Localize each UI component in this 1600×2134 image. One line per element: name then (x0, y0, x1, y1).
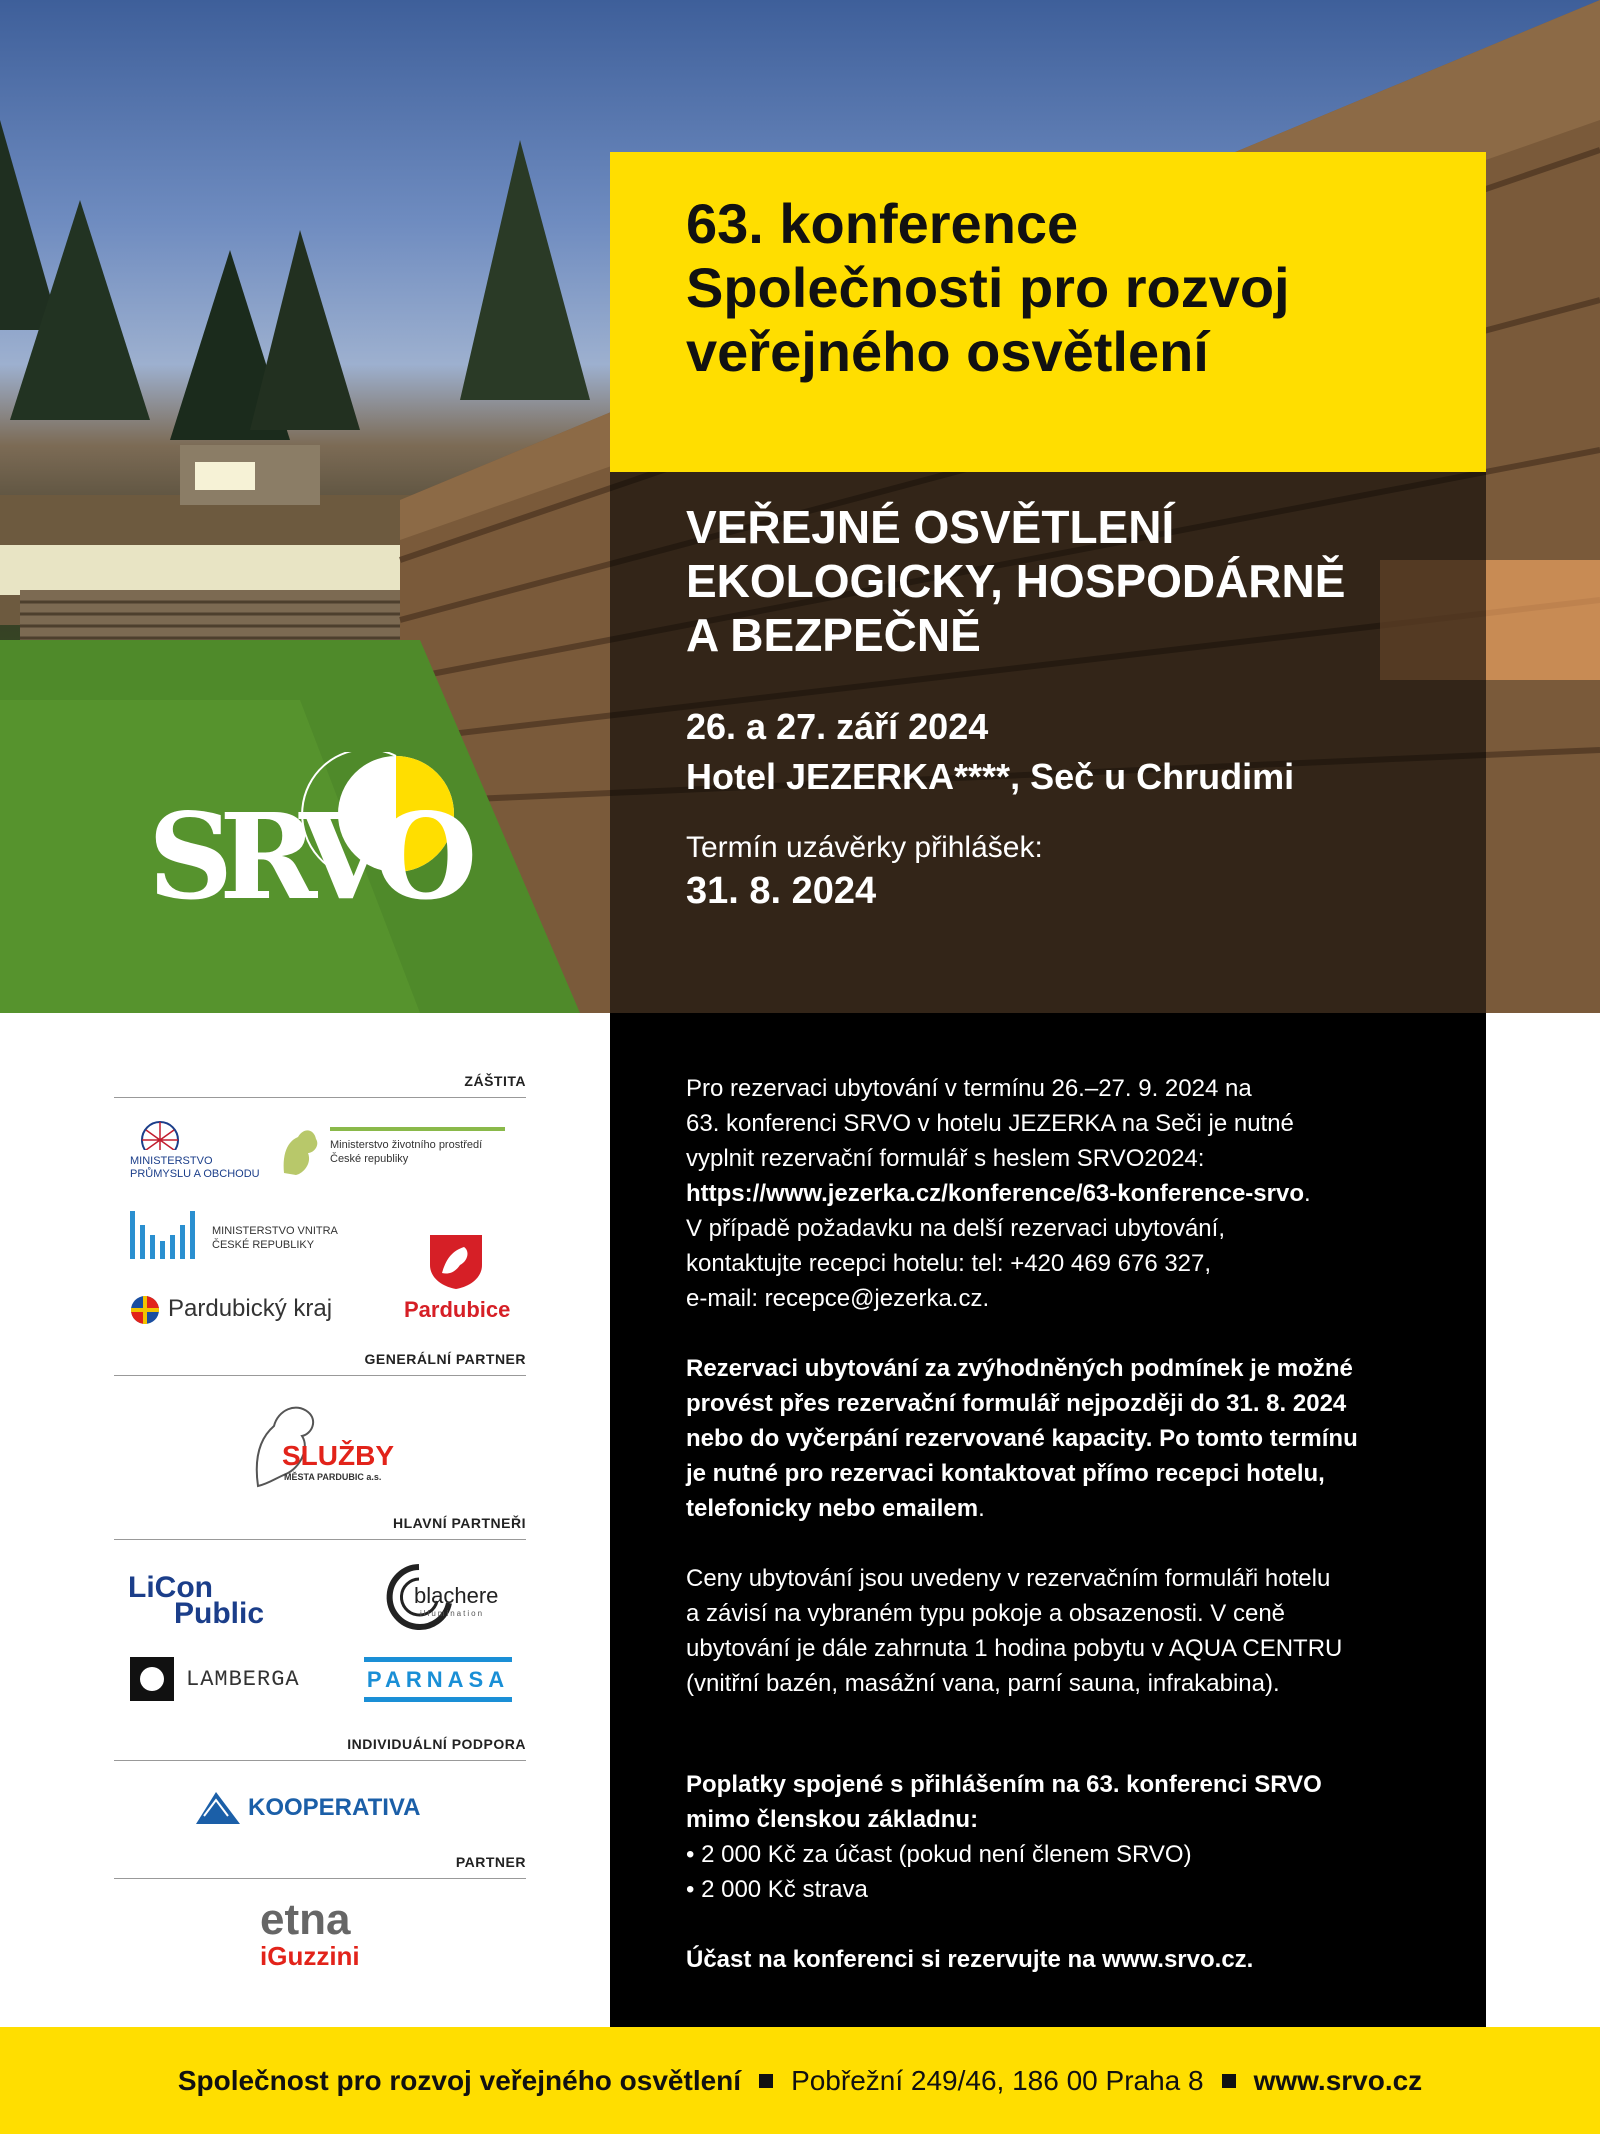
blachere-sub: illumination (420, 1609, 485, 1618)
p4-line-1: Poplatky spojené s přihlášením na 63. konferenci SRVO (686, 1771, 1322, 1798)
public-text: Public (174, 1597, 265, 1630)
event-venue: Hotel JEZERKA****, Seč u Chrudimi (686, 756, 1295, 797)
p1-line-1: Pro rezervaci ubytování v termínu 26.–27. 9. 2024 na (686, 1075, 1252, 1102)
p3-line-2: a závisí na vybraném typu pokoje a obsazenosti. V ceně (686, 1600, 1286, 1627)
blachere-logo (384, 1563, 524, 1633)
p1-line-5: V případě požadavku na delší rezervaci ubytování, (686, 1215, 1225, 1242)
mpo-logo (130, 1118, 280, 1181)
title-box (610, 152, 1486, 472)
hotel-booking-link[interactable]: https://www.jezerka.cz/konference/63-konference-srvo (686, 1180, 1304, 1207)
p2-line-1: Rezervaci ubytování za zvýhodněných podmínek je možné (686, 1355, 1353, 1382)
title-line-2: Společnosti pro rozvoj (686, 256, 1290, 319)
deadline-label: Termín uzávěrky přihlášek: (686, 831, 1043, 864)
p3-line-3: ubytování je dále zahrnuta 1 hodina pobytu v AQUA CENTRU (686, 1635, 1343, 1662)
footer-address: Pobřežní 249/46, 186 00 Praha 8 (791, 2064, 1204, 2096)
subtitle-line-3: A BEZPEČNĚ (686, 609, 981, 661)
subtitle-line-2: EKOLOGICKY, HOSPODÁRNĚ (686, 555, 1346, 607)
mzp-line-2: České republiky (330, 1153, 409, 1165)
footer-web-link[interactable]: www.srvo.cz (1253, 2064, 1423, 2096)
p1-link-period: . (1304, 1180, 1311, 1207)
deadline-date: 31. 8. 2024 (686, 870, 877, 912)
sluzby-text: SLUŽBY (282, 1440, 394, 1471)
pardubice-shield-icon (426, 1231, 486, 1291)
p3-line-1: Ceny ubytování jsou uvedeny v rezervačním formuláři hotelu (686, 1565, 1331, 1592)
mpo-line-2: PRŮMYSLU A OBCHODU (130, 1168, 260, 1180)
p1-line-6: kontaktujte recepci hotelu: tel: +420 469 676 327, (686, 1250, 1212, 1277)
blachere-text: blachere (414, 1583, 499, 1608)
p2-end: . (978, 1495, 985, 1522)
mv-line-2: ČESKÉ REPUBLIKY (212, 1239, 315, 1251)
lion-icon (274, 1123, 322, 1179)
sponsors-column (114, 1013, 526, 2027)
mzp-line-1: Ministerstvo životního prostředí (330, 1139, 483, 1151)
section-individualni: INDIVIDUÁLNÍ PODPORA (114, 1736, 526, 1761)
event-info-box (610, 472, 1486, 1013)
p2-line-2: provést přes rezervační formulář nejpozději do 31. 8. 2024 (686, 1390, 1347, 1417)
mpo-line-1: MINISTERSTVO (130, 1155, 213, 1167)
separator-square-icon (1222, 2074, 1236, 2088)
section-partner: PARTNER (114, 1854, 526, 1879)
info-p2 (686, 1351, 1446, 1526)
parnasa-bar-top (364, 1657, 512, 1662)
booking-info (610, 1013, 1486, 2027)
footer-bar (0, 2027, 1600, 2134)
p1-line-2: 63. konferenci SRVO v hotelu JEZERKA na Seči je nutné (686, 1110, 1294, 1137)
parnasa-text: PARNASA (366, 1667, 510, 1692)
iguzzini-text: iGuzzini (260, 1941, 360, 1971)
lamberga-logo (130, 1657, 300, 1703)
etna-text: etna (260, 1895, 351, 1944)
subtitle-line-1: VEŘEJNÉ OSVĚTLENÍ (686, 501, 1175, 553)
info-p4 (686, 1767, 1446, 1837)
kooperativa-text: KOOPERATIVA (248, 1794, 421, 1821)
parnasa-bar-bottom (364, 1697, 512, 1702)
srvo-logo (148, 752, 464, 932)
pardubice-text: Pardubice (404, 1297, 511, 1322)
fees-list (686, 1837, 1446, 1907)
section-hlavni: HLAVNÍ PARTNEŘI (114, 1515, 526, 1540)
footer-org: Společnost pro rozvoj veřejného osvětlení (177, 2064, 742, 2096)
kraj-text: Pardubický kraj (168, 1295, 333, 1322)
licon-public-logo (128, 1573, 278, 1633)
etna-iguzzini-logo (260, 1895, 390, 1978)
kraj-emblem-icon (130, 1295, 160, 1325)
p1-line-7: e-mail: recepce@jezerka.cz. (686, 1285, 990, 1312)
event-date: 26. a 27. září 2024 (686, 706, 989, 747)
srvo-logo-text: SRVO (148, 787, 464, 926)
kooperativa-mountain-icon (196, 1790, 244, 1824)
closing-text[interactable]: Účast na konferenci si rezervujte na www.srvo.cz. (686, 1946, 1254, 1973)
p2-line-3: nebo do vyčerpání rezervované kapacity. Po tomto termínu (686, 1425, 1358, 1452)
fee-item-meals: • 2 000 Kč strava (686, 1872, 1446, 1907)
mv-line-1: MINISTERSTVO VNITRA (212, 1225, 338, 1237)
section-generalni: GENERÁLNÍ PARTNER (114, 1351, 526, 1376)
sluzby-sub: MĚSTA PARDUBIC a.s. (284, 1472, 382, 1482)
separator-square-icon (759, 2074, 773, 2088)
info-p3 (686, 1561, 1446, 1701)
section-zastita: ZÁŠTITA (114, 1073, 526, 1098)
lamberga-text: LAMBERGA (186, 1667, 300, 1692)
mzp-bar (330, 1127, 505, 1131)
lamberga-icon (130, 1657, 174, 1701)
p2-line-4: je nutné pro rezervaci kontaktovat přímo recepci hotelu, (686, 1460, 1325, 1487)
licon-text: LiCon (128, 1571, 213, 1604)
mpo-icon (130, 1118, 190, 1150)
kooperativa-logo (196, 1788, 446, 1828)
p4-line-2: mimo členskou základnu: (686, 1806, 979, 1833)
mv-icon (130, 1207, 202, 1261)
fee-item-participation: • 2 000 Kč za účast (pokud není členem SRVO) (686, 1837, 1446, 1872)
title-line-1: 63. konference (686, 192, 1079, 255)
p1-line-3: vyplnit rezervační formulář s heslem SRVO2024: (686, 1145, 1205, 1172)
p3-line-4: (vnitřní bazén, masážní vana, parní sauna, infrakabina). (686, 1670, 1280, 1697)
closing-note (686, 1942, 1446, 1977)
parnasa-logo (364, 1657, 512, 1703)
info-p1 (686, 1071, 1446, 1316)
p2-line-5: telefonicky nebo emailem (686, 1495, 979, 1522)
sluzby-logo (248, 1398, 448, 1498)
title-line-3: veřejného osvětlení (686, 320, 1209, 383)
